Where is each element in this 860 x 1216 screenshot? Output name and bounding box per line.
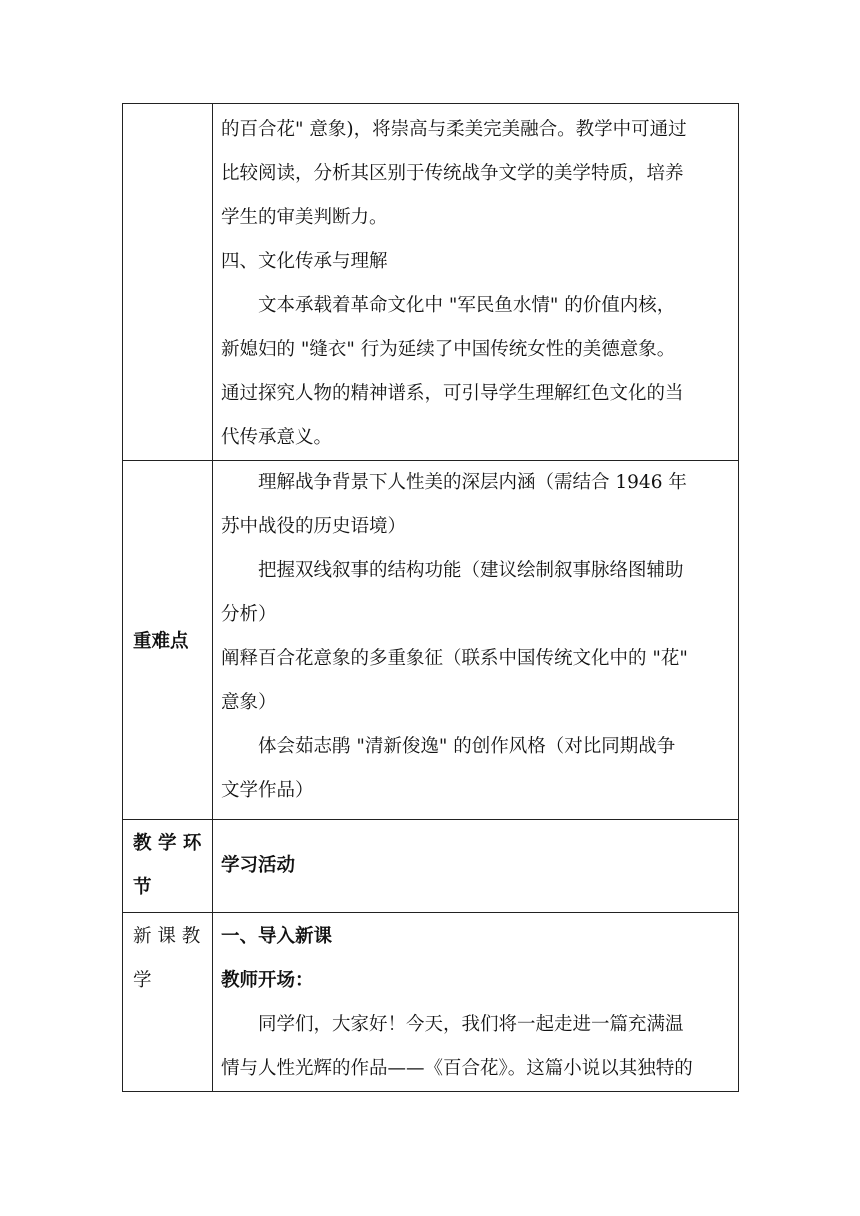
table-row-header [123, 820, 739, 913]
key-point-line: 苏中战役的历史语境） [221, 516, 407, 537]
body-line: 的百合花" 意象)，将崇高与柔美完美融合。教学中可通过 [221, 119, 687, 140]
body-line: 代传承意义。 [221, 427, 333, 448]
body-line: 情与人性光辉的作品——《百合花》。这篇小说以其独特的 [221, 1058, 693, 1079]
row-label: 重难点 [133, 631, 189, 652]
key-point-line: 理解战争背景下人性美的深层内涵（需结合 1946 年 [258, 472, 687, 493]
body-line: 通过探究人物的精神谱系，可引导学生理解红色文化的当 [221, 383, 684, 404]
table-row-key-points [123, 461, 739, 820]
section-heading-culture: 四、文化传承与理解 [221, 251, 388, 272]
row-label: 新 课 教 [133, 926, 201, 947]
content-cell-objectives [213, 104, 739, 461]
row-label: 学 [133, 970, 152, 991]
row-label: 教 学 环 [133, 833, 202, 854]
content-cell-learning-activities [213, 820, 739, 913]
label-cell-new-lesson [123, 913, 213, 1092]
content-cell-key-points [213, 461, 739, 820]
body-line: 比较阅读，分析其区别于传统战争文学的美学特质，培养 [221, 163, 684, 184]
subheading-teacher-opening: 教师开场： [221, 970, 314, 991]
column-heading: 学习活动 [221, 855, 296, 876]
lesson-plan-table [122, 103, 739, 1092]
label-cell-teaching-stage [123, 820, 213, 913]
body-line: 同学们，大家好！今天，我们将一起走进一篇充满温 [258, 1014, 684, 1035]
table-row-objectives-continued [123, 104, 739, 461]
key-point-line: 意象） [221, 692, 277, 713]
row-label: 节 [133, 877, 152, 898]
label-cell-key-points [123, 461, 213, 820]
key-point-line: 文学作品） [221, 780, 314, 801]
section-heading-intro: 一、导入新课 [221, 926, 333, 947]
key-point-line: 把握双线叙事的结构功能（建议绘制叙事脉络图辅助 [258, 560, 684, 581]
label-cell-empty [123, 104, 213, 461]
key-point-line: 分析） [221, 604, 277, 625]
body-line: 学生的审美判断力。 [221, 207, 388, 228]
table-row-new-lesson [123, 913, 739, 1092]
body-line: 文本承载着革命文化中 "军民鱼水情" 的价值内核， [258, 295, 676, 316]
content-cell-new-lesson [213, 913, 739, 1092]
key-point-line: 体会茹志鹃 "清新俊逸" 的创作风格（对比同期战争 [258, 736, 676, 757]
body-line: 新媳妇的 "缝衣" 行为延续了中国传统女性的美德意象。 [221, 339, 676, 360]
key-point-line: 阐释百合花意象的多重象征（联系中国传统文化中的 "花" [221, 648, 688, 669]
